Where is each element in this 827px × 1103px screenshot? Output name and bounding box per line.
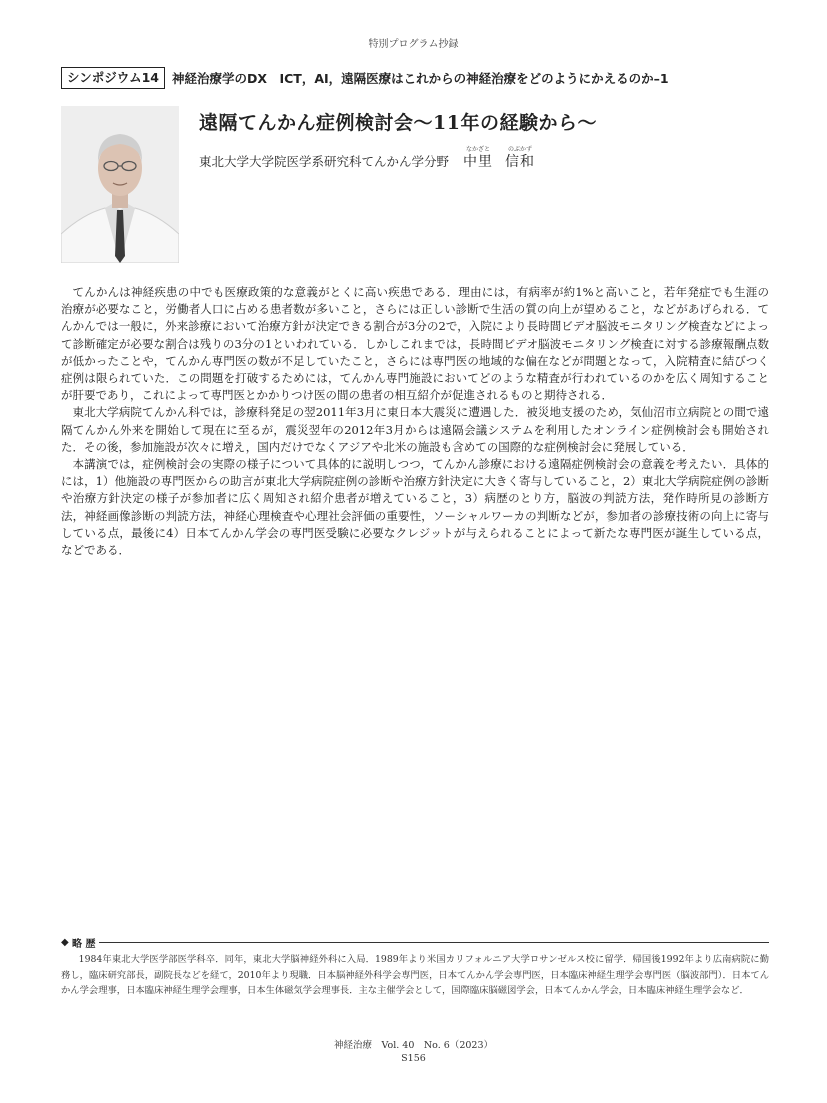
family-name: 中里 [463,154,494,170]
biography-text: 1984年東北大学医学部医学科卒．同年，東北大学脳神経外科に入局．1989年より米国カリフォルニア大学ロサンゼルス校に留学．帰国後1992年より広南病院に勤務し，臨床研究部長，副院長などを経て，2010年より現職．日本脳神経外科学会専門医，日本てんかん学会専門医，日本臨床神経生理学会専門医（脳波部門）．日本てんかん学会理事，日本臨床神経生理学会理事，日本生体磁気学会理事長．主な主催学会として，国際臨床脳磁図学会，日本てんかん学会，日本臨床神経生理学会など． [61,954,769,996]
running-head: 特別プログラム抄録 [368,39,459,50]
body-paragraph: 東北大学病院てんかん科では，診療科発足の翌2011年3月に東日本大震災に遭遇した．被災地支援のため，気仙沼市立病院との間で遠隔てんかん外来を開始して現在に至るが，震災翌年の2012年3月からは遠隔会議システムを利用したオンライン症例検討会も開始された．その後，参加施設が次々に増え，国内だけでなくアジアや北米の施設も含めての国際的な症例検討会に発展している． [61,405,769,454]
body-paragraph: 本講演では，症例検討会の実際の様子について具体的に説明しつつ，てんかん診療における遠隔症例検討会の意義を考えたい．具体的には，1）他施設の専門医からの助言が東北大学病院症例の診断や治療方針決定に大きく寄与していること，2）東北大学病院症例の診断や治療方針決定の様子が参加者に広く周知され紹介患者が増えていること，3）病歴のとり方，脳波の判読方法，発作時所見の診断方法，神経画像診断の判読方法，神経心理検査や心理社会評価の重要性，ソーシャルワーカの判断などが，参加者の診療技術の向上に寄与している点，最後に4）日本てんかん学会の専門医受験に必要なクレジットが与えられることによって新たな専門医が誕生している点，などである． [61,457,769,558]
given-ruby: のぶかず [508,146,533,153]
given-name: 信和 [505,154,536,170]
symposium-label: シンポジウム14 [61,67,165,89]
footer-journal: 神経治療 Vol. 40 No. 6（2023） [334,1040,493,1051]
biography-rule [99,942,769,943]
biography-header [61,934,769,950]
author-name [463,146,547,170]
article-title: 遠隔てんかん症例検討会〜11年の経験から〜 [199,112,597,134]
symposium-title: 神経治療学のDX ICT，AI，遠隔医療はこれからの神経治療をどのようにかえるのか–1 [171,71,669,86]
author-family [463,146,493,170]
affiliation: 東北大学大学院医学系研究科てんかん学分野 [199,154,450,169]
biography-section [61,934,769,999]
symposium-header [61,66,771,90]
author-line [199,146,547,170]
author-photo [61,106,179,263]
author-given [505,146,535,170]
abstract-body [61,284,769,559]
page-number: S156 [401,1053,426,1064]
biography-label: 略 歴 [72,938,96,950]
diamond-icon: ◆ [61,936,69,948]
author-portrait-image [61,106,179,263]
body-paragraph: てんかんは神経疾患の中でも医療政策的な意義がとくに高い疾患である．理由には，有病率が約1%と高いこと，若年発症でも生涯の治療が必要なこと，労働者人口に占める患者数が多いこと，さらには正しい診断で生活の質の向上が望めること，などがあげられる．てんかんでは一般に，外来診療において治療方針が決定できる割合が3分の2で，入院により長時間ビデオ脳波モニタリング検査などによって診断確定が必要な割合は残りの3分の1といわれている．しかしこれまでは，長時間ビデオ脳波モニタリング検査に対する診療報酬点数が低かったことや，てんかん専門医の数が不足していたこと，さらには専門医の地域的な偏在などが問題となって，入院精査に結びつく症例は限られていた．この問題を打破するためには，てんかん専門施設においてどのような精査が行われているのかを広く周知することが肝要であり，これによって専門医とかかりつけ医の間の患者の相互紹介が促進されるものと期待される． [61,285,769,403]
family-ruby: なかざと [466,146,491,153]
